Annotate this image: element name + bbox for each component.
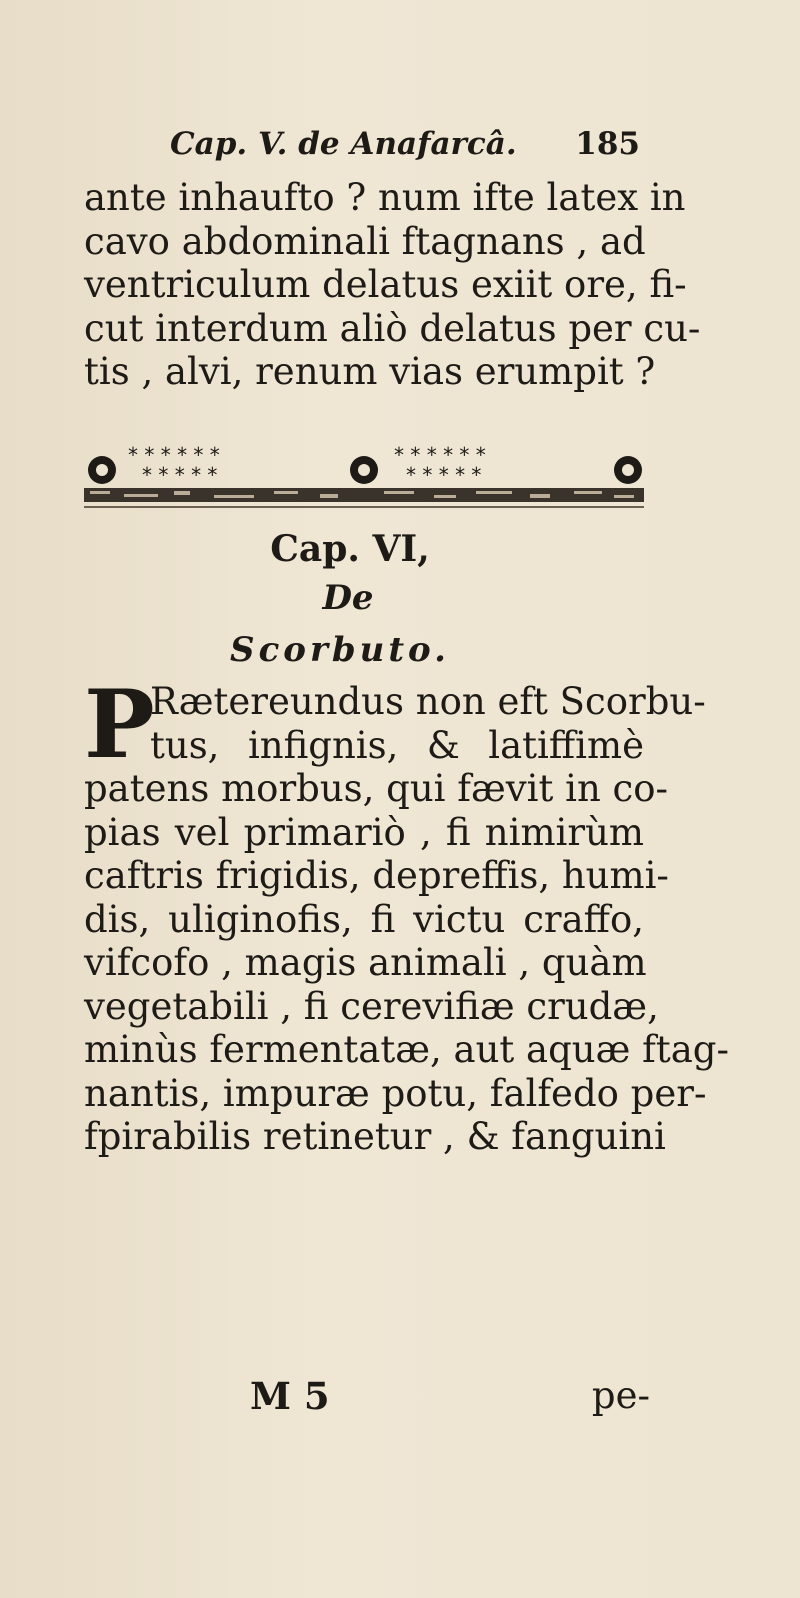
signature-mark: M 5 xyxy=(250,1374,330,1418)
text-line: minùs fermentatæ, aut aquæ ftag- xyxy=(84,1028,729,1071)
text-line: patens morbus, qui fævit in co- xyxy=(84,767,669,810)
text-line: tus, infignis, & latiffimè xyxy=(150,723,644,767)
text-line: dis, uliginofis, fi victu craffo, xyxy=(84,897,644,941)
svg-text:* * * * *: * * * * * xyxy=(142,463,218,487)
chapter-de: De xyxy=(322,578,374,618)
svg-text:* * * * *: * * * * * xyxy=(406,463,482,487)
text-line: nantis, impuræ potu, falfedo per- xyxy=(84,1071,707,1115)
decorative-ornament-band xyxy=(84,443,644,518)
text-line: caftris frigidis, depreffis, humi- xyxy=(84,854,669,897)
body-paragraph xyxy=(84,767,729,1159)
chapter-title: Scorbuto. xyxy=(230,630,450,670)
page-number: 185 xyxy=(575,126,640,162)
top-paragraph xyxy=(84,176,701,394)
drop-cap: P xyxy=(84,670,155,780)
text-line: fpirabilis retinetur , & fanguini xyxy=(84,1115,666,1158)
chapter-number: Cap. VI, xyxy=(270,528,430,570)
svg-text:* * * * * *: * * * * * * xyxy=(128,443,220,467)
text-line: vegetabili , fi cerevifiæ crudæ, xyxy=(84,984,659,1028)
text-line: cut interdum aliò delatus per cu- xyxy=(84,306,701,350)
running-header xyxy=(170,126,640,176)
text-line: ventriculum delatus exiit ore, fi- xyxy=(84,263,687,306)
text-line: ante inhaufto ? num ifte latex in xyxy=(84,176,686,219)
text-line: tis , alvi, renum vias erumpit ? xyxy=(84,350,656,393)
page-footer xyxy=(130,1374,650,1424)
text-line: cavo abdominali ftagnans , ad xyxy=(84,219,646,263)
running-title: Cap. V. de Anafarcâ. xyxy=(170,126,517,162)
svg-text:* * * * * *: * * * * * * xyxy=(394,443,486,467)
text-line: pias vel primariò , fi nimirùm xyxy=(84,810,644,854)
drop-cap-lines xyxy=(150,680,706,767)
catchword: pe- xyxy=(591,1374,650,1417)
text-line: Rætereundus non eft Scorbu- xyxy=(150,680,706,723)
text-line: vifcofo , magis animali , quàm xyxy=(84,941,647,984)
